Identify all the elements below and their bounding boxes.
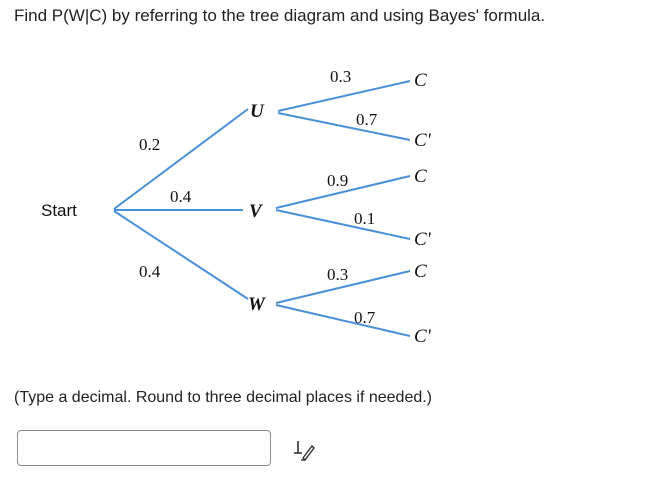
answer-input[interactable] <box>17 430 271 466</box>
prob-w-cprime: 0.7 <box>354 308 376 327</box>
question-text: Find P(W|C) by referring to the tree diagram and using Bayes' formula. <box>14 6 546 25</box>
prob-v-cprime: 0.1 <box>354 209 376 228</box>
prob-v-c: 0.9 <box>327 171 349 190</box>
outcome-v-c: C <box>414 166 427 187</box>
branch-u-cprime <box>278 113 410 140</box>
instruction-text: (Type a decimal. Round to three decimal places if needed.) <box>14 389 433 406</box>
prob-v: 0.4 <box>170 187 192 206</box>
prob-u-c: 0.3 <box>330 67 352 86</box>
second-stage-branches <box>276 81 410 336</box>
branch-w-cprime <box>276 305 410 336</box>
start-label: Start <box>41 201 77 220</box>
prob-u: 0.2 <box>139 135 161 154</box>
outcome-u-cprime: C' <box>414 130 431 151</box>
prob-w-c: 0.3 <box>327 265 349 284</box>
pencil-icon[interactable] <box>292 438 318 462</box>
outcome-w-cprime: C' <box>414 326 431 347</box>
node-u: U <box>250 101 264 122</box>
outcome-v-cprime: C' <box>414 229 431 250</box>
prob-u-cprime: 0.7 <box>356 110 378 129</box>
branch-v-cprime <box>276 210 410 239</box>
prob-w: 0.4 <box>139 262 161 281</box>
node-w: W <box>248 294 265 315</box>
node-v: V <box>249 201 262 222</box>
outcome-w-c: C <box>414 261 427 282</box>
outcome-u-c: C <box>414 70 427 91</box>
branch-start-w <box>114 211 248 299</box>
